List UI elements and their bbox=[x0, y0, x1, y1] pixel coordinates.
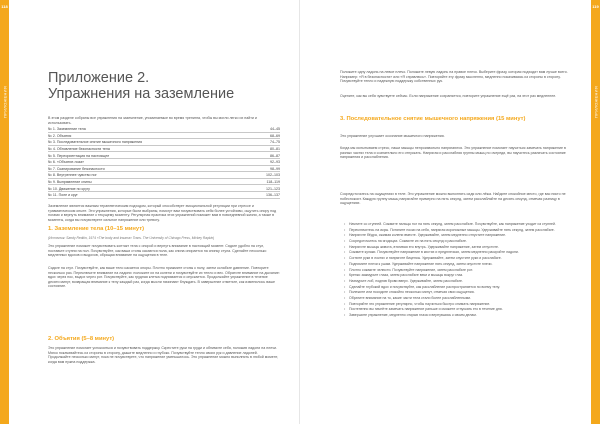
toc-row[interactable]: № 7. Сканирование безопасности 98–99 bbox=[48, 166, 280, 171]
list-item: • Сожмите кулаки. Почувствуйте напряжение в кистях и предплечьях, затем медленно раскройте ладони. bbox=[344, 250, 570, 255]
list-item: • Сосредоточьтесь на ягодицах. Сожмите их на пять секунд и расслабьте. bbox=[344, 239, 570, 244]
list-item: • Плотно сожмите челюсти. Почувствуйте напряжение, затем расслабьте рот. bbox=[344, 268, 570, 273]
body-paragraph: Это упражнение поможет почувствовать контакт тела с опорой и вернуть внимание в настоящий момент. Сядьте удобно на стул, поставьте ступни на пол. Почувствуйте, как ваши стопы касаются пола, как спина опирается на спинку стула. Сделайте несколько медленных вдохов и выдохов, обращая внимание на ощущения в теле. bbox=[48, 244, 267, 258]
title-line-2: Упражнения на заземление bbox=[48, 86, 235, 102]
list-item: • Крепко зажмурьте глаза, затем расслабьте веки и мышцы вокруг глаз. bbox=[344, 273, 570, 278]
list-item: • Переключитесь на икры. Потяните носки на себя, напрягая икроножные мышцы. Удерживайте пять секунд, затем расслабьте. bbox=[344, 228, 570, 233]
left-edge-band bbox=[0, 0, 9, 424]
toc-row[interactable]: № 6. «Объятие-поза» 92–93 bbox=[48, 160, 280, 165]
toc-row[interactable]: № 11. Поле и круг 136–137 bbox=[48, 193, 280, 198]
title-line-1: Приложение 2. bbox=[48, 70, 150, 86]
toc-row[interactable]: № 4. Обновление безопасности тела 80–81 bbox=[48, 146, 280, 151]
list-item: • Напрягите мышцы живота, втягивая его внутрь. Удерживайте напряжение, затем отпустите. bbox=[344, 245, 570, 250]
body-paragraph: Это упражнение помогает успокоиться и почувствовать поддержку. Скрестите руки на груди и обнимите себя, положив ладони на плечи. Мягко покачивайтесь из стороны в сторону, дышите медленно и глубоко. Почувствуйте тепло своих рук и давление ладоней. Продолжайте несколько минут, пока не почувствуете, что напряжение уменьшилось. Это упражнение можно выполнять в любой момент, когда вам нужна поддержка. bbox=[48, 346, 278, 364]
list-item: • Повторяйте это упражнение регулярно, чтобы научиться быстро снимать напряжение. bbox=[344, 302, 570, 307]
list-item: • Напрягите бёдра, сжимая колени вместе. Удерживайте, затем медленно отпустите напряжение. bbox=[344, 233, 570, 238]
exercise-table-of-contents bbox=[48, 126, 280, 199]
list-item: • Завершите упражнение, медленно открыв глаза и вернувшись к своим делам. bbox=[344, 313, 570, 318]
side-label-right: ПРИЛОЖЕНИЯ bbox=[593, 85, 598, 119]
toc-row[interactable]: № 2. Объятия 68–69 bbox=[48, 133, 280, 138]
list-item: • Начните со ступней. Сожмите пальцы ног на пять секунд, затем расслабьте. Почувствуйте, как напряжение уходит из ступней. bbox=[344, 222, 570, 227]
list-item: • Согните руки в локтях и напрягите бицепсы. Удерживайте, затем опустите руки и расслабьте. bbox=[344, 256, 570, 261]
body-paragraph: Заземление является важным терапевтическим подходом, который способствует эмоциональной регуляции при стрессе и травматическом опыте. Эти упражнения, которые были выбраны, помогут вам почувствовать себя более устойчиво, ощутить опору под ногами и вернуть внимание к текущему моменту. Регулярная практика этих упражнений поможет вам в повседневной жизни, а также в моменты, когда вы почувствуете сильное напряжение или тревогу. bbox=[48, 204, 277, 222]
list-item: • Обратите внимание на то, какие части тела стали более расслабленными. bbox=[344, 296, 570, 301]
intro-paragraph: В этом разделе собраны все упражнения на заземление, упоминаемые во время тренинга, чтобы вы могли легко их найти и использовать. bbox=[48, 116, 257, 125]
right-page bbox=[300, 0, 591, 424]
toc-row[interactable]: № 5. Переориентация на настоящее 86–87 bbox=[48, 153, 280, 158]
body-paragraph: Сосредоточьтесь на ощущениях в теле. Это упражнение можно выполнять сидя или лёжа. Найдите спокойное место, где вас никто не побеспокоит. Каждую группу мышц напрягайте примерно на пять секунд, затем расслабляйте на десять секунд, отмечая разницу в ощущениях. bbox=[340, 192, 566, 206]
page-number-left: 118 bbox=[1, 4, 8, 9]
toc-row[interactable]: № 1. Заземление тела 44–45 bbox=[48, 127, 280, 132]
toc-row[interactable]: № 10. Движение по кругу 121–123 bbox=[48, 186, 280, 191]
toc-row[interactable]: № 9. Выпрямление спины 118–119 bbox=[48, 179, 280, 184]
toc-row[interactable]: № 8. Внутреннее чувство ног 102–103 bbox=[48, 173, 280, 178]
list-item: • Поднимите плечи к ушам. Удерживайте напряжение пять секунд, затем опустите плечи. bbox=[344, 262, 570, 267]
right-edge-band bbox=[591, 0, 600, 424]
toc-row[interactable]: № 3. Последовательное снятие мышечного напряжения 74–75 bbox=[48, 140, 280, 145]
body-paragraph: Это упражнение улучшает осознание мышечного напряжения. bbox=[340, 134, 445, 138]
body-paragraph: Сядьте на стул. Почувствуйте, как ваше тело касается опоры. Плотно прижмите стопы к полу, затем ослабьте давление. Повторите несколько раз. Переключите внимание на ладони: положите их на колени и почувствуйте их тепло и вес. Обратите внимание на дыхание: вдох через нос, выдох через рот. Почувствуйте, как грудная клетка поднимается и опускается. Продолжайте упражнение в течение десяти минут, возвращая внимание к телу каждый раз, когда мысли начинают блуждать. В завершение отметьте, как изменилось ваше состояние. bbox=[48, 266, 280, 289]
section-heading-2: 2. Объятия (5–8 минут) bbox=[48, 336, 115, 342]
body-paragraph: Оцените, как вы себя чувствуете сейчас. Если напряжение сохраняется, повторите упражнение ещё раз, на этот раз медленнее. bbox=[340, 94, 557, 98]
list-item: • Постепенно вы начнёте замечать напряжение раньше и сможете отпускать его в течение дня. bbox=[344, 307, 570, 312]
list-item: • Нахмурьте лоб, подняв брови вверх. Удерживайте, затем расслабьте. bbox=[344, 279, 570, 284]
list-item: • Полежите или посидите спокойно несколько минут, отмечая свои ощущения. bbox=[344, 290, 570, 295]
exercise-steps-list bbox=[344, 222, 570, 319]
body-paragraph: Когда мы испытываем стресс, наши мышцы непроизвольно напрягаются. Это упражнение помогает научиться замечать напряжение в разных частях тела и сознательно его отпускать. Напрягая и расслабляя группы мышц по очереди, вы научитесь различать состояние напряжения и расслабления. bbox=[340, 146, 566, 160]
side-label-left: ПРИЛОЖЕНИЯ bbox=[2, 85, 7, 119]
section-heading-1: 1. Заземление тела (10–15 минут) bbox=[48, 226, 144, 232]
section-heading-3: 3. Последовательное снятие мышечного напряжения (15 минут) bbox=[340, 116, 526, 122]
body-paragraph: Положите одну ладонь на левое плечо. Положите левую ладонь на правое плечо. Выберите фразу, которая подходит вам лучше всего. Например: «Я в безопасности» или «Я справлюсь». Повторяйте эту фразу мысленно, медленно покачиваясь из стороны в сторону. Почувствуйте тепло и надежную поддержку собственных рук. bbox=[340, 70, 568, 84]
list-item: • Сделайте глубокий вдох и почувствуйте, как расслабление распространяется по всему телу. bbox=[344, 285, 570, 290]
page-number-right: 119 bbox=[592, 4, 599, 9]
source-reference: (Источник: Sandy Redkin, 1974 «The body and trauma» Trans. The University of Chicago Press, Mickey Rapkin) bbox=[48, 236, 215, 240]
page-title bbox=[48, 70, 278, 102]
